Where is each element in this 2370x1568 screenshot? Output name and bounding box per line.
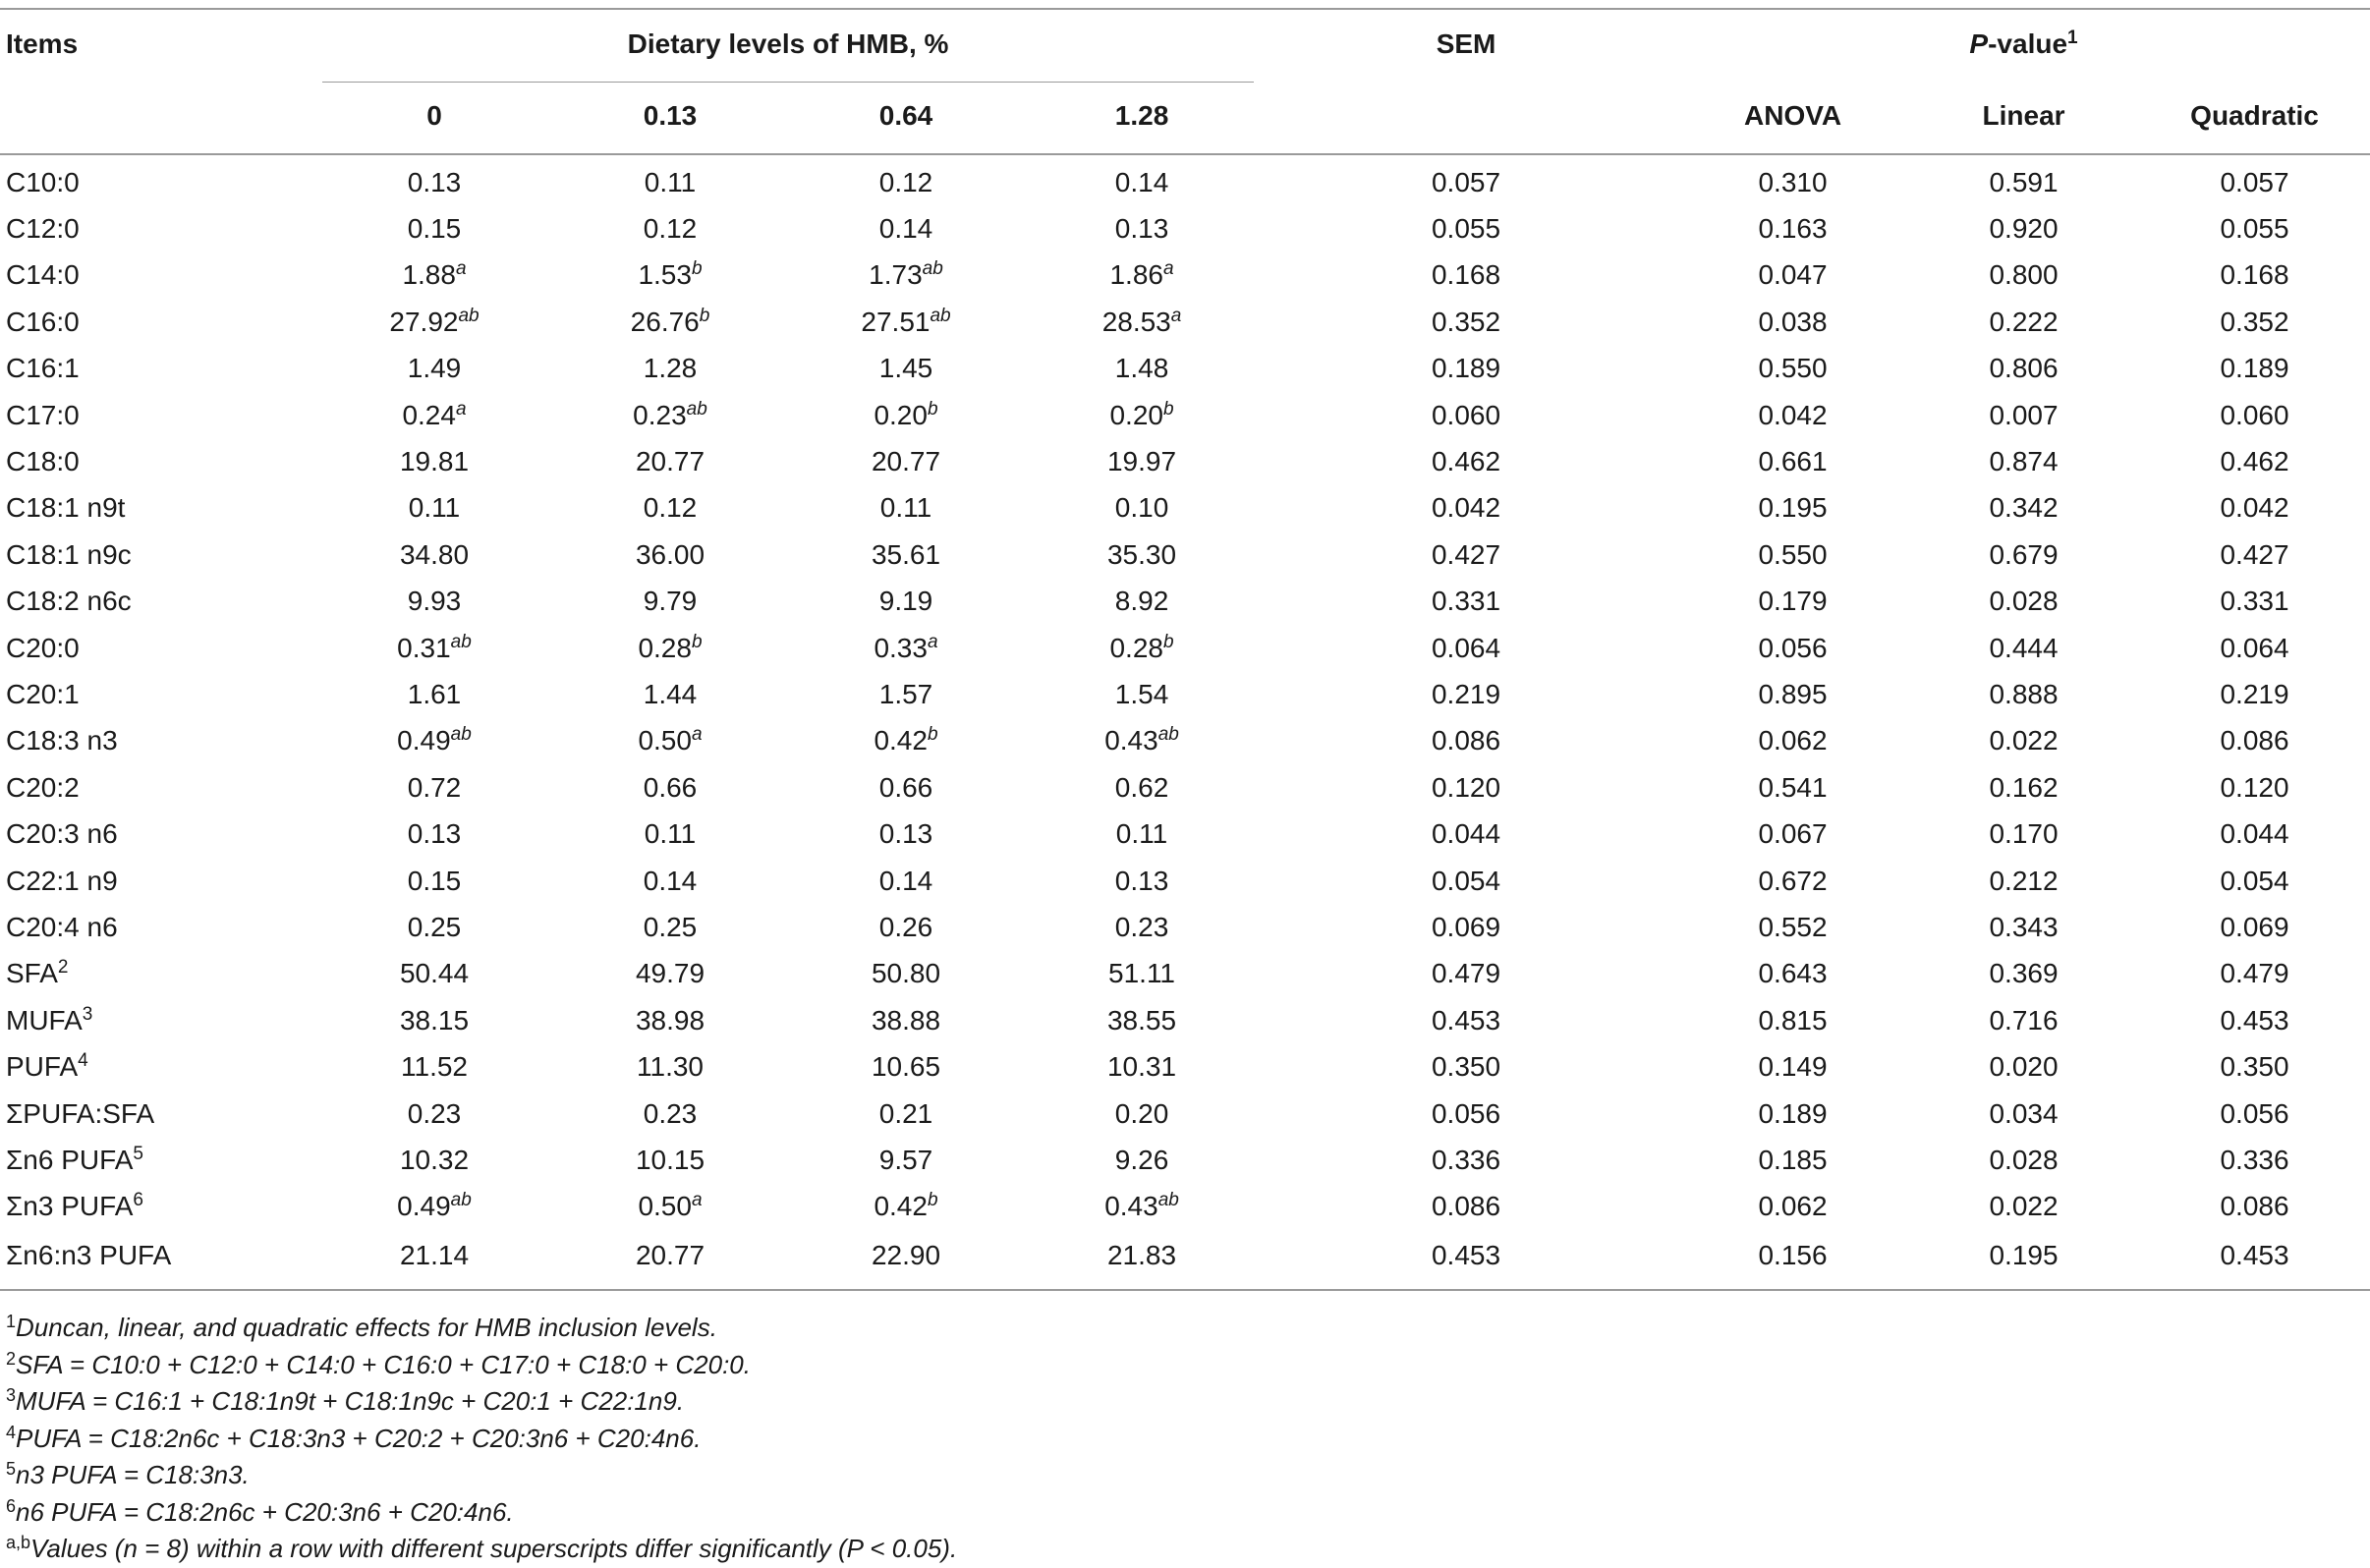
level-value-cell: 0.10 (1114, 492, 1169, 524)
pvalue-cell: 0.060 (2220, 399, 2289, 430)
item-cell: C18:1 n9t (6, 492, 126, 524)
pvalue-cell: 0.028 (1989, 1144, 2059, 1175)
footnote: $^4$PUFA = C18:2n6c + C18:3n3 + C20:2 + C20:3n6 + C20:4n6. (6, 1422, 702, 1453)
pvalue-cell: 0.195 (1758, 492, 1828, 524)
pvalue-cell: 0.672 (1758, 865, 1828, 896)
table-row (0, 299, 2370, 345)
fatty-acid-table (0, 8, 2370, 1291)
pvalue-cell: 0.189 (1758, 1097, 1828, 1129)
pvalue-cell: 0.189 (2220, 353, 2289, 384)
table-body (0, 154, 2370, 1290)
item-cell: Σn6:n3 PUFA (0, 1230, 316, 1290)
table-row (0, 579, 2370, 625)
level-value-cell: 0.72 (407, 771, 462, 803)
level-value-cell: 1.44 (643, 678, 698, 709)
pvalue-cell: 0.552 (1758, 911, 1828, 942)
pvalue-cell: 0.591 (1989, 166, 2059, 197)
level-value-cell: 8.92 (1114, 586, 1169, 617)
level-value-cell: 1.61 (407, 678, 462, 709)
pvalue-cell: 0.550 (1758, 353, 1828, 384)
level-value-cell: 0.49$^{ab}$ (397, 1190, 472, 1222)
dietary-levels-header: Dietary levels of HMB, % (316, 9, 1260, 79)
footnote: $^{a,b}$Values (n = 8) within a row with different superscripts differ significantly (P < 0.05). (6, 1533, 958, 1563)
level-header: 0.13 (552, 79, 788, 154)
pvalue-cell: 0.350 (2220, 1051, 2289, 1083)
level-value-cell: 21.14 (316, 1230, 552, 1290)
table-row (0, 1043, 2370, 1090)
sem-cell: 0.453 (1431, 1004, 1501, 1036)
level-value-cell: 0.13 (1114, 213, 1169, 245)
level-value-cell: 1.73$^{ab}$ (869, 258, 943, 291)
level-value-cell: 1.88$^a$ (402, 258, 467, 291)
item-cell: C20:2 (6, 771, 80, 803)
sem-cell: 0.453 (1358, 1230, 1574, 1290)
pvalue-cell: 0.479 (2220, 958, 2289, 989)
pvalue-cell: 0.888 (1989, 678, 2059, 709)
level-value-cell: 0.13 (407, 166, 462, 197)
level-value-cell: 9.26 (1114, 1144, 1169, 1175)
footnote: $^5$n3 PUFA = C18:3n3. (6, 1459, 250, 1489)
pvalue-cell: 0.120 (2220, 771, 2289, 803)
level-value-cell: 0.25 (643, 911, 698, 942)
table-header (0, 9, 2370, 154)
table-row (0, 811, 2370, 857)
level-value-cell: 11.52 (401, 1051, 468, 1083)
pvalue-cell: 0.028 (1989, 586, 2059, 617)
level-value-cell: 19.81 (399, 446, 470, 477)
item-cell: C22:1 n9 (6, 865, 118, 896)
pvalue-cell: 0.331 (2220, 586, 2289, 617)
level-value-cell: 35.61 (871, 538, 941, 570)
level-value-cell: 1.57 (878, 678, 933, 709)
level-value-cell: 19.97 (1106, 446, 1177, 477)
pvalue-cell: 0.069 (2220, 911, 2289, 942)
sem-header: SEM (1358, 9, 1574, 79)
sem-cell: 0.336 (1431, 1144, 1501, 1175)
table-row (0, 625, 2370, 671)
level-value-cell: 50.44 (399, 958, 470, 989)
table-row (0, 154, 2370, 205)
level-value-cell: 0.23$^{ab}$ (633, 398, 707, 430)
pvalue-cell: 0.679 (1989, 538, 2059, 570)
pvalue-cell: 0.044 (2220, 818, 2289, 850)
pvalue-cell: 0.047 (1758, 259, 1828, 291)
sem-cell: 0.462 (1431, 446, 1501, 477)
sem-cell: 0.168 (1431, 259, 1501, 291)
level-value-cell: 1.45 (878, 353, 933, 384)
level-value-cell: 0.11 (879, 492, 932, 524)
pvalue-cell: 0.086 (2220, 725, 2289, 756)
level-value-cell: 0.28$^b$ (1109, 631, 1174, 663)
level-value-cell: 0.49$^{ab}$ (397, 724, 472, 756)
pvalue-cell: 0.038 (1758, 306, 1828, 337)
item-cell: C14:0 (6, 259, 80, 291)
level-value-cell: 36.00 (635, 538, 705, 570)
level-value-cell: 27.51$^{ab}$ (861, 305, 951, 337)
pvalue-cell: 0.343 (1989, 911, 2059, 942)
pvalue-cell: 0.163 (1758, 213, 1828, 245)
sem-cell: 0.064 (1431, 632, 1501, 663)
level-value-cell: 0.25 (407, 911, 462, 942)
sem-cell: 0.189 (1431, 353, 1501, 384)
level-value-cell: 0.13 (407, 818, 462, 850)
level-value-cell: 0.50$^a$ (638, 724, 703, 756)
pvalue-cell: 0.806 (1989, 353, 2059, 384)
level-value-cell: 0.31$^{ab}$ (397, 631, 472, 663)
level-value-cell: 0.20$^b$ (874, 398, 938, 430)
table-row (0, 392, 2370, 438)
items-header: Items (0, 9, 316, 79)
pvalue-cell: 0.020 (1989, 1051, 2059, 1083)
level-value-cell: 20.77 (871, 446, 941, 477)
pvalue-cell: 0.462 (2220, 446, 2289, 477)
pvalue-cell: 0.444 (1989, 632, 2059, 663)
footnote: $^2$SFA = C10:0 + C12:0 + C14:0 + C16:0 + C17:0 + C18:0 + C20:0. (6, 1348, 751, 1379)
level-value-cell: 1.28 (643, 353, 698, 384)
level-value-cell: 9.57 (878, 1144, 933, 1175)
sem-cell: 0.352 (1431, 306, 1501, 337)
level-value-cell: 0.11 (644, 166, 697, 197)
pvalue-cell: 0.042 (1758, 399, 1828, 430)
level-value-cell: 1.54 (1114, 678, 1169, 709)
level-value-cell: 10.32 (399, 1144, 470, 1175)
pvalue-cell: 0.055 (2220, 213, 2289, 245)
level-value-cell: 49.79 (635, 958, 705, 989)
pvalue-cell: 0.874 (1989, 446, 2059, 477)
item-cell: MUFA$^3$ (6, 1003, 93, 1036)
level-value-cell: 0.43$^{ab}$ (1104, 1190, 1179, 1222)
level-value-cell: 0.21 (878, 1097, 933, 1129)
level-value-cell: 38.98 (635, 1004, 705, 1036)
level-value-cell: 0.43$^{ab}$ (1104, 724, 1179, 756)
pvalue-cell: 0.427 (2220, 538, 2289, 570)
level-value-cell: 0.12 (643, 213, 698, 245)
level-value-cell: 1.53$^b$ (638, 258, 703, 291)
table-row (0, 997, 2370, 1043)
level-value-cell: 0.11 (1115, 818, 1168, 850)
item-cell: C20:1 (6, 678, 80, 709)
table-row (0, 205, 2370, 252)
sem-cell: 0.479 (1431, 958, 1501, 989)
item-cell: C10:0 (6, 166, 80, 197)
level-value-cell: 0.14 (878, 213, 933, 245)
table-row (0, 252, 2370, 299)
level-value-cell: 0.11 (408, 492, 461, 524)
pvalue-cell: 0.453 (2220, 1004, 2289, 1036)
level-value-cell: 22.90 (788, 1230, 1024, 1290)
sem-cell: 0.056 (1431, 1097, 1501, 1129)
level-header: 0.64 (788, 79, 1024, 154)
item-cell: C16:0 (6, 306, 80, 337)
level-value-cell: 0.23 (643, 1097, 698, 1129)
level-value-cell: 0.13 (1114, 865, 1169, 896)
level-value-cell: 10.15 (635, 1144, 705, 1175)
table-row (0, 485, 2370, 532)
pvalue-cell: 0.042 (2220, 492, 2289, 524)
table-row (0, 1091, 2370, 1137)
level-value-cell: 38.88 (871, 1004, 941, 1036)
table-row (0, 718, 2370, 764)
table-footnotes (6, 1310, 2069, 1568)
pvalue-cell: 0.179 (1758, 586, 1828, 617)
pvalue-cell: 0.342 (1989, 492, 2059, 524)
level-value-cell: 35.30 (1106, 538, 1177, 570)
level-value-cell: 0.23 (407, 1097, 462, 1129)
level-value-cell: 0.12 (878, 166, 933, 197)
item-cell: C20:3 n6 (6, 818, 118, 850)
item-cell: PUFA$^4$ (6, 1050, 88, 1083)
level-value-cell: 9.93 (407, 586, 462, 617)
level-value-cell: 0.62 (1114, 771, 1169, 803)
pvalue-cell: 0.222 (1989, 306, 2059, 337)
level-value-cell: 51.11 (1108, 958, 1176, 989)
sem-cell: 0.054 (1431, 865, 1501, 896)
table-row (0, 1230, 2370, 1290)
level-value-cell: 0.12 (643, 492, 698, 524)
level-value-cell: 0.13 (878, 818, 933, 850)
table-row (0, 346, 2370, 392)
item-cell: C18:1 n9c (6, 538, 132, 570)
table-row (0, 858, 2370, 904)
pvalue-cell: 0.716 (1989, 1004, 2059, 1036)
level-value-cell: 10.65 (871, 1051, 941, 1083)
pvalue-cell: 0.149 (1758, 1051, 1828, 1083)
pvalue-cell: 0.310 (1758, 166, 1828, 197)
item-cell: C16:1 (6, 353, 80, 384)
item-cell: ΣPUFA:SFA (6, 1097, 155, 1129)
level-value-cell: 9.79 (643, 586, 698, 617)
item-cell: C17:0 (6, 399, 80, 430)
pvalue-cell: 0.057 (2220, 166, 2289, 197)
pvalue-cell: 0.895 (1758, 678, 1828, 709)
level-value-cell: 0.66 (643, 771, 698, 803)
level-value-cell: 0.50$^a$ (638, 1190, 703, 1222)
pvalue-cell: 0.550 (1758, 538, 1828, 570)
level-value-cell: 0.24$^a$ (402, 398, 467, 430)
level-value-cell: 34.80 (399, 538, 470, 570)
level-value-cell: 38.15 (399, 1004, 470, 1036)
table-row (0, 1184, 2370, 1230)
sem-cell: 0.331 (1431, 586, 1501, 617)
level-value-cell: 0.42$^b$ (874, 1190, 938, 1222)
level-value-cell: 0.14 (878, 865, 933, 896)
level-value-cell: 0.14 (1114, 166, 1169, 197)
sem-cell: 0.042 (1431, 492, 1501, 524)
pvalue-cell: 0.022 (1989, 725, 2059, 756)
footnote: $^1$Duncan, linear, and quadratic effects for HMB inclusion levels. (6, 1312, 717, 1342)
pvalue-cell: 0.453 (2139, 1230, 2370, 1290)
level-value-cell: 26.76$^b$ (630, 305, 710, 337)
linear-header: Linear (1908, 79, 2139, 154)
level-value-cell: 0.28$^b$ (638, 631, 703, 663)
sem-cell: 0.086 (1431, 725, 1501, 756)
level-value-cell: 20.77 (635, 446, 705, 477)
level-value-cell: 27.92$^{ab}$ (389, 305, 480, 337)
footnote: $^3$MUFA = C16:1 + C18:1n9t + C18:1n9c + C20:1 + C22:1n9. (6, 1385, 685, 1416)
pvalue-cell: 0.541 (1758, 771, 1828, 803)
pvalue-cell: 0.643 (1758, 958, 1828, 989)
level-value-cell: 38.55 (1106, 1004, 1177, 1036)
pvalue-cell: 0.062 (1758, 1191, 1828, 1222)
pvalue-cell: 0.162 (1989, 771, 2059, 803)
pvalue-cell: 0.067 (1758, 818, 1828, 850)
item-cell: Σn3 PUFA$^6$ (6, 1190, 143, 1222)
level-value-cell: 0.20 (1114, 1097, 1169, 1129)
pvalue-cell: 0.022 (1989, 1191, 2059, 1222)
table-row (0, 1137, 2370, 1183)
pvalue-cell: 0.056 (2220, 1097, 2289, 1129)
level-value-cell: 0.26 (878, 911, 933, 942)
pvalue-cell: 0.815 (1758, 1004, 1828, 1036)
level-value-cell: 1.86$^a$ (1109, 258, 1174, 291)
level-header: 1.28 (1024, 79, 1260, 154)
pvalue-cell: 0.062 (1758, 725, 1828, 756)
pvalue-cell: 0.054 (2220, 865, 2289, 896)
pvalue-cell: 0.661 (1758, 446, 1828, 477)
sem-cell: 0.060 (1431, 399, 1501, 430)
level-value-cell: 0.23 (1114, 911, 1169, 942)
level-value-cell: 1.49 (407, 353, 462, 384)
table-row (0, 438, 2370, 484)
pvalue-cell: 0.369 (1989, 958, 2059, 989)
pvalue-cell: 0.034 (1989, 1097, 2059, 1129)
pvalue-cell: 0.800 (1989, 259, 2059, 291)
pvalue-cell: 0.219 (2220, 678, 2289, 709)
group-header-rule (322, 82, 1254, 83)
level-value-cell: 9.19 (878, 586, 933, 617)
item-cell: C20:0 (6, 632, 80, 663)
table-row (0, 951, 2370, 997)
pvalue-cell: 0.920 (1989, 213, 2059, 245)
level-value-cell: 20.77 (552, 1230, 788, 1290)
level-value-cell: 28.53$^a$ (1101, 305, 1182, 337)
table-row (0, 671, 2370, 717)
item-cell: Σn6 PUFA$^5$ (6, 1143, 143, 1175)
sem-cell: 0.219 (1431, 678, 1501, 709)
sem-cell: 0.350 (1431, 1051, 1501, 1083)
pvalue-cell: 0.156 (1677, 1230, 1908, 1290)
pvalue-cell: 0.056 (1758, 632, 1828, 663)
level-value-cell: 0.20$^b$ (1109, 398, 1174, 430)
pvalue-cell: 0.086 (2220, 1191, 2289, 1222)
footnote: $^6$n6 PUFA = C18:2n6c + C20:3n6 + C20:4n6. (6, 1495, 514, 1527)
pvalue-cell: 0.185 (1758, 1144, 1828, 1175)
pvalue-cell: 0.195 (1908, 1230, 2139, 1290)
pvalue-cell: 0.170 (1989, 818, 2059, 850)
table-row (0, 904, 2370, 950)
sem-cell: 0.057 (1431, 166, 1501, 197)
pvalue-cell: 0.352 (2220, 306, 2289, 337)
level-value-cell: 0.42$^b$ (874, 724, 938, 756)
pvalue-header: P-value$^1$ (1677, 9, 2370, 79)
item-cell: C20:4 n6 (6, 911, 118, 942)
sem-cell: 0.069 (1431, 911, 1501, 942)
level-value-cell: 0.15 (407, 865, 462, 896)
level-value-cell: 10.31 (1106, 1051, 1177, 1083)
pvalue-cell: 0.212 (1989, 865, 2059, 896)
level-value-cell: 0.15 (407, 213, 462, 245)
sem-cell: 0.427 (1431, 538, 1501, 570)
level-value-cell: 1.48 (1114, 353, 1169, 384)
level-value-cell: 0.11 (644, 818, 697, 850)
table-row (0, 764, 2370, 811)
sem-cell: 0.120 (1431, 771, 1501, 803)
pvalue-cell: 0.064 (2220, 632, 2289, 663)
quadratic-header: Quadratic (2139, 79, 2370, 154)
pvalue-cell: 0.007 (1989, 399, 2059, 430)
level-value-cell: 21.83 (1024, 1230, 1260, 1290)
item-cell: C12:0 (6, 213, 80, 245)
pvalue-cell: 0.336 (2220, 1144, 2289, 1175)
level-value-cell: 0.66 (878, 771, 933, 803)
level-value-cell: 0.14 (643, 865, 698, 896)
item-cell: C18:0 (6, 446, 80, 477)
table-row (0, 532, 2370, 578)
sem-cell: 0.086 (1431, 1191, 1501, 1222)
anova-header: ANOVA (1677, 79, 1908, 154)
item-cell: C18:3 n3 (6, 725, 118, 756)
item-cell: C18:2 n6c (6, 586, 132, 617)
level-value-cell: 11.30 (637, 1051, 704, 1083)
item-cell: SFA$^2$ (6, 957, 69, 989)
sem-cell: 0.044 (1431, 818, 1501, 850)
level-value-cell: 50.80 (871, 958, 941, 989)
pvalue-cell: 0.168 (2220, 259, 2289, 291)
sem-cell: 0.055 (1431, 213, 1501, 245)
level-value-cell: 0.33$^a$ (874, 631, 938, 663)
level-header: 0 (316, 79, 552, 154)
